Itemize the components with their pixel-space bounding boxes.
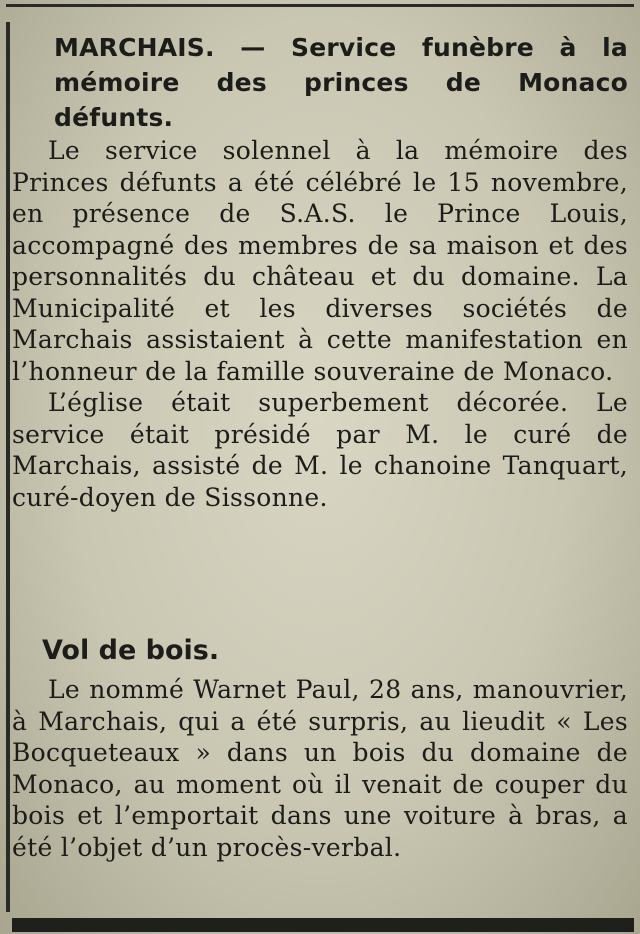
article-headline [12, 30, 628, 135]
article-paragraph: Le nommé Warnet Paul, 28 ans, manouvrier, à Marchais, qui a été surpris, au lieudit « Les Bocqueteaux » dans un bois du domaine de Monaco, au moment où il venait de couper du bois et l’emportait dans une voiture à bras, a été l’objet d’un procès-verbal. [12, 675, 628, 862]
article-vol-de-bois [12, 634, 628, 863]
article-paragraph: Le service solennel à la mémoire des Princes défunts a été célébré le 15 novembre, en présence de S.A.S. le Prince Louis, accompagné des membres de sa maison et des personnalités du château et du domaine. La Municipalité et les diverses sociétés de Marchais assistaient à cette manifestation en l’honneur de la famille souveraine de Monaco. [12, 136, 628, 386]
left-column-rule [6, 22, 10, 912]
article-headline: Vol de bois. [42, 635, 220, 666]
bottom-column-rule [12, 918, 634, 932]
headline-text: MARCHAIS. — Service funèbre à la mémoire des princes de Monaco défunts. [54, 33, 628, 132]
top-column-rule [6, 4, 634, 7]
article-paragraph: L’église était superbement décorée. Le service était présidé par M. le curé de Marchais, assisté de M. le chanoine Tanquart, curé-doyen de Sissonne. [12, 388, 628, 512]
article-service-funebre [12, 30, 628, 513]
